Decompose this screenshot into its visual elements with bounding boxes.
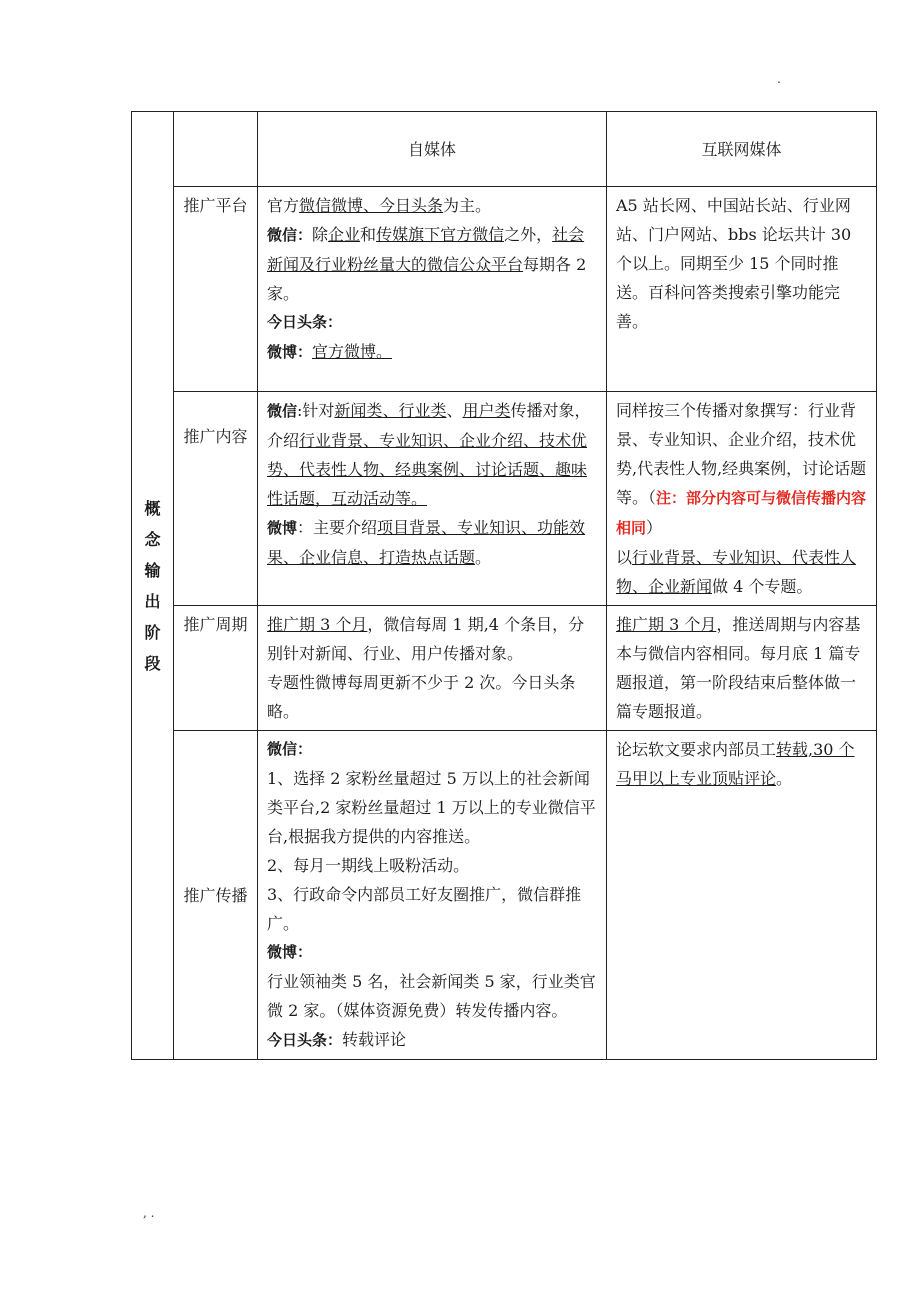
underlined-text: 推广期 3 个月 [616, 615, 717, 634]
stage-char: 概 [144, 498, 161, 518]
text: 转载评论 [342, 1030, 407, 1049]
underlined-text: 新闻类 [334, 401, 383, 420]
text: ，微信每周 1 期,4 个条目，分别针对新闻、行业、用户传播对象。 [267, 615, 585, 663]
underlined-text: 转载,30 个马甲以上专业顶贴评论 [616, 740, 855, 788]
stage-label [132, 493, 173, 679]
text: 同样按三个传播对象撰写：行业背景、专业知识、企业介绍，技术优势,代表性人物,经典案例，讨论话题等。（ [616, 401, 867, 507]
text: 和 [360, 225, 377, 244]
text: 。 [475, 548, 492, 567]
red-note: 注：部分内容可与微信传播内容相同 [616, 489, 867, 537]
promotion-plan-table [131, 111, 877, 1060]
text: 为主。 [443, 196, 492, 215]
underlined-text: 、 [382, 401, 399, 420]
cycle-self-cell [258, 606, 607, 731]
underlined-text: 行业背景、专业知识、代表性人物、企业新闻 [616, 548, 857, 596]
list-item: 3、行政命令内部员工好友圈推广，微信群推广。 [267, 885, 582, 933]
stage-char: 段 [144, 653, 161, 673]
text: ，推送周期与内容基本与微信内容相同。每月底 1 篇专题报道，第一阶段结束后整体做一篇专题报道。 [616, 615, 861, 721]
header-empty-cell [174, 112, 258, 187]
text: 之外， [504, 225, 553, 244]
text: :针对 [297, 401, 335, 420]
table-row-content [132, 392, 877, 606]
underlined-text: 推广期 3 个月 [267, 615, 368, 634]
corner-dot: . [777, 72, 781, 86]
underlined-text: 项目背景、专业知识、功能效果、企业信息、打造热点话题 [267, 518, 586, 567]
wechat-label: 微信 [267, 402, 298, 420]
underlined-text: 社会新闻及行业粉丝量大的 [267, 225, 585, 274]
list-item: 1、选择 2 家粉丝量超过 5 万以上的社会新闻类平台,2 家粉丝量超过 1 万以上的专业微信平台,根据我方提供的内容推送。 [267, 769, 596, 846]
toutiao-label: 今日头条： [267, 313, 343, 331]
underlined-text: 传媒旗下官方微信 [376, 225, 505, 244]
row-label-content: 推广内容 [174, 392, 258, 606]
table-row-cycle [132, 606, 877, 731]
underlined-text: 用户类 [462, 401, 511, 420]
text: 以 [616, 548, 633, 567]
weibo-label: 微博： [267, 343, 313, 361]
weibo-label: 微博： [267, 943, 313, 961]
underlined-text: 微信微博、今日头条 [299, 196, 444, 215]
weibo-label: 微博 [267, 519, 298, 537]
list-item: 2、每月一期线上吸粉活动。 [267, 856, 470, 875]
text: 行业领袖类 5 名，社会新闻类 5 家，行业类官微 2 家。（媒体资源免费）转发传播内容。 [267, 972, 596, 1020]
text: 传播对象，介绍 [267, 401, 591, 450]
spread-internet-cell [607, 731, 877, 1060]
platform-internet-cell: A5 站长网、中国站长站、行业网站、门户网站、bbs 论坛共计 30 个以上。同期至少 15 个同时推送。百科问答类搜索引擎功能完善。 [607, 187, 877, 392]
text: 除 [312, 225, 329, 244]
text: 论坛软文要求内部员工 [616, 740, 777, 759]
toutiao-label: 今日头条： [267, 1031, 343, 1049]
text: 官方 [267, 196, 300, 215]
stage-char: 输 [144, 560, 161, 580]
row-label-platform: 推广平台 [174, 187, 258, 392]
header-self-media: 自媒体 [258, 112, 607, 187]
table-header-row [132, 112, 877, 187]
content-internet-cell [607, 392, 877, 606]
wechat-label: 微信： [267, 740, 313, 758]
text: 每期各 2 家。 [267, 255, 587, 303]
row-label-cycle: 推广周期 [174, 606, 258, 731]
header-internet-media: 互联网媒体 [607, 112, 877, 187]
row-label-spread: 推广传播 [174, 731, 258, 1060]
content-self-cell [258, 392, 607, 606]
underlined-text: 行业背景、专业知识、企业介绍、技术优势、代表性人物、经典案例、讨论话题、趣味性话题，互动活动等。 [267, 431, 588, 508]
spread-self-cell [258, 731, 607, 1060]
cycle-internet-cell [607, 606, 877, 731]
underlined-text: 微信公众平台 [427, 255, 524, 274]
platform-self-cell [258, 187, 607, 392]
footer-marks: , . [143, 1206, 155, 1220]
underlined-text: 行业类 [398, 401, 447, 420]
text: 做 4 个专题。 [712, 577, 813, 596]
stage-char: 阶 [144, 622, 161, 642]
text: ） [646, 518, 663, 537]
stage-cell [132, 112, 174, 1060]
text: 。 [776, 769, 793, 788]
stage-char: 念 [144, 529, 161, 549]
wechat-label: 微信： [267, 226, 313, 244]
text: ：主要介绍 [297, 518, 378, 537]
underlined-text: 企业 [328, 225, 361, 244]
underlined-text: 官方微博。 [312, 342, 393, 361]
table-row-platform [132, 187, 877, 392]
stage-char: 出 [144, 591, 161, 611]
text: 专题性微博每周更新不少于 2 次。今日头条略。 [267, 673, 576, 721]
text: 、 [446, 401, 463, 420]
table-row-spread [132, 731, 877, 1060]
